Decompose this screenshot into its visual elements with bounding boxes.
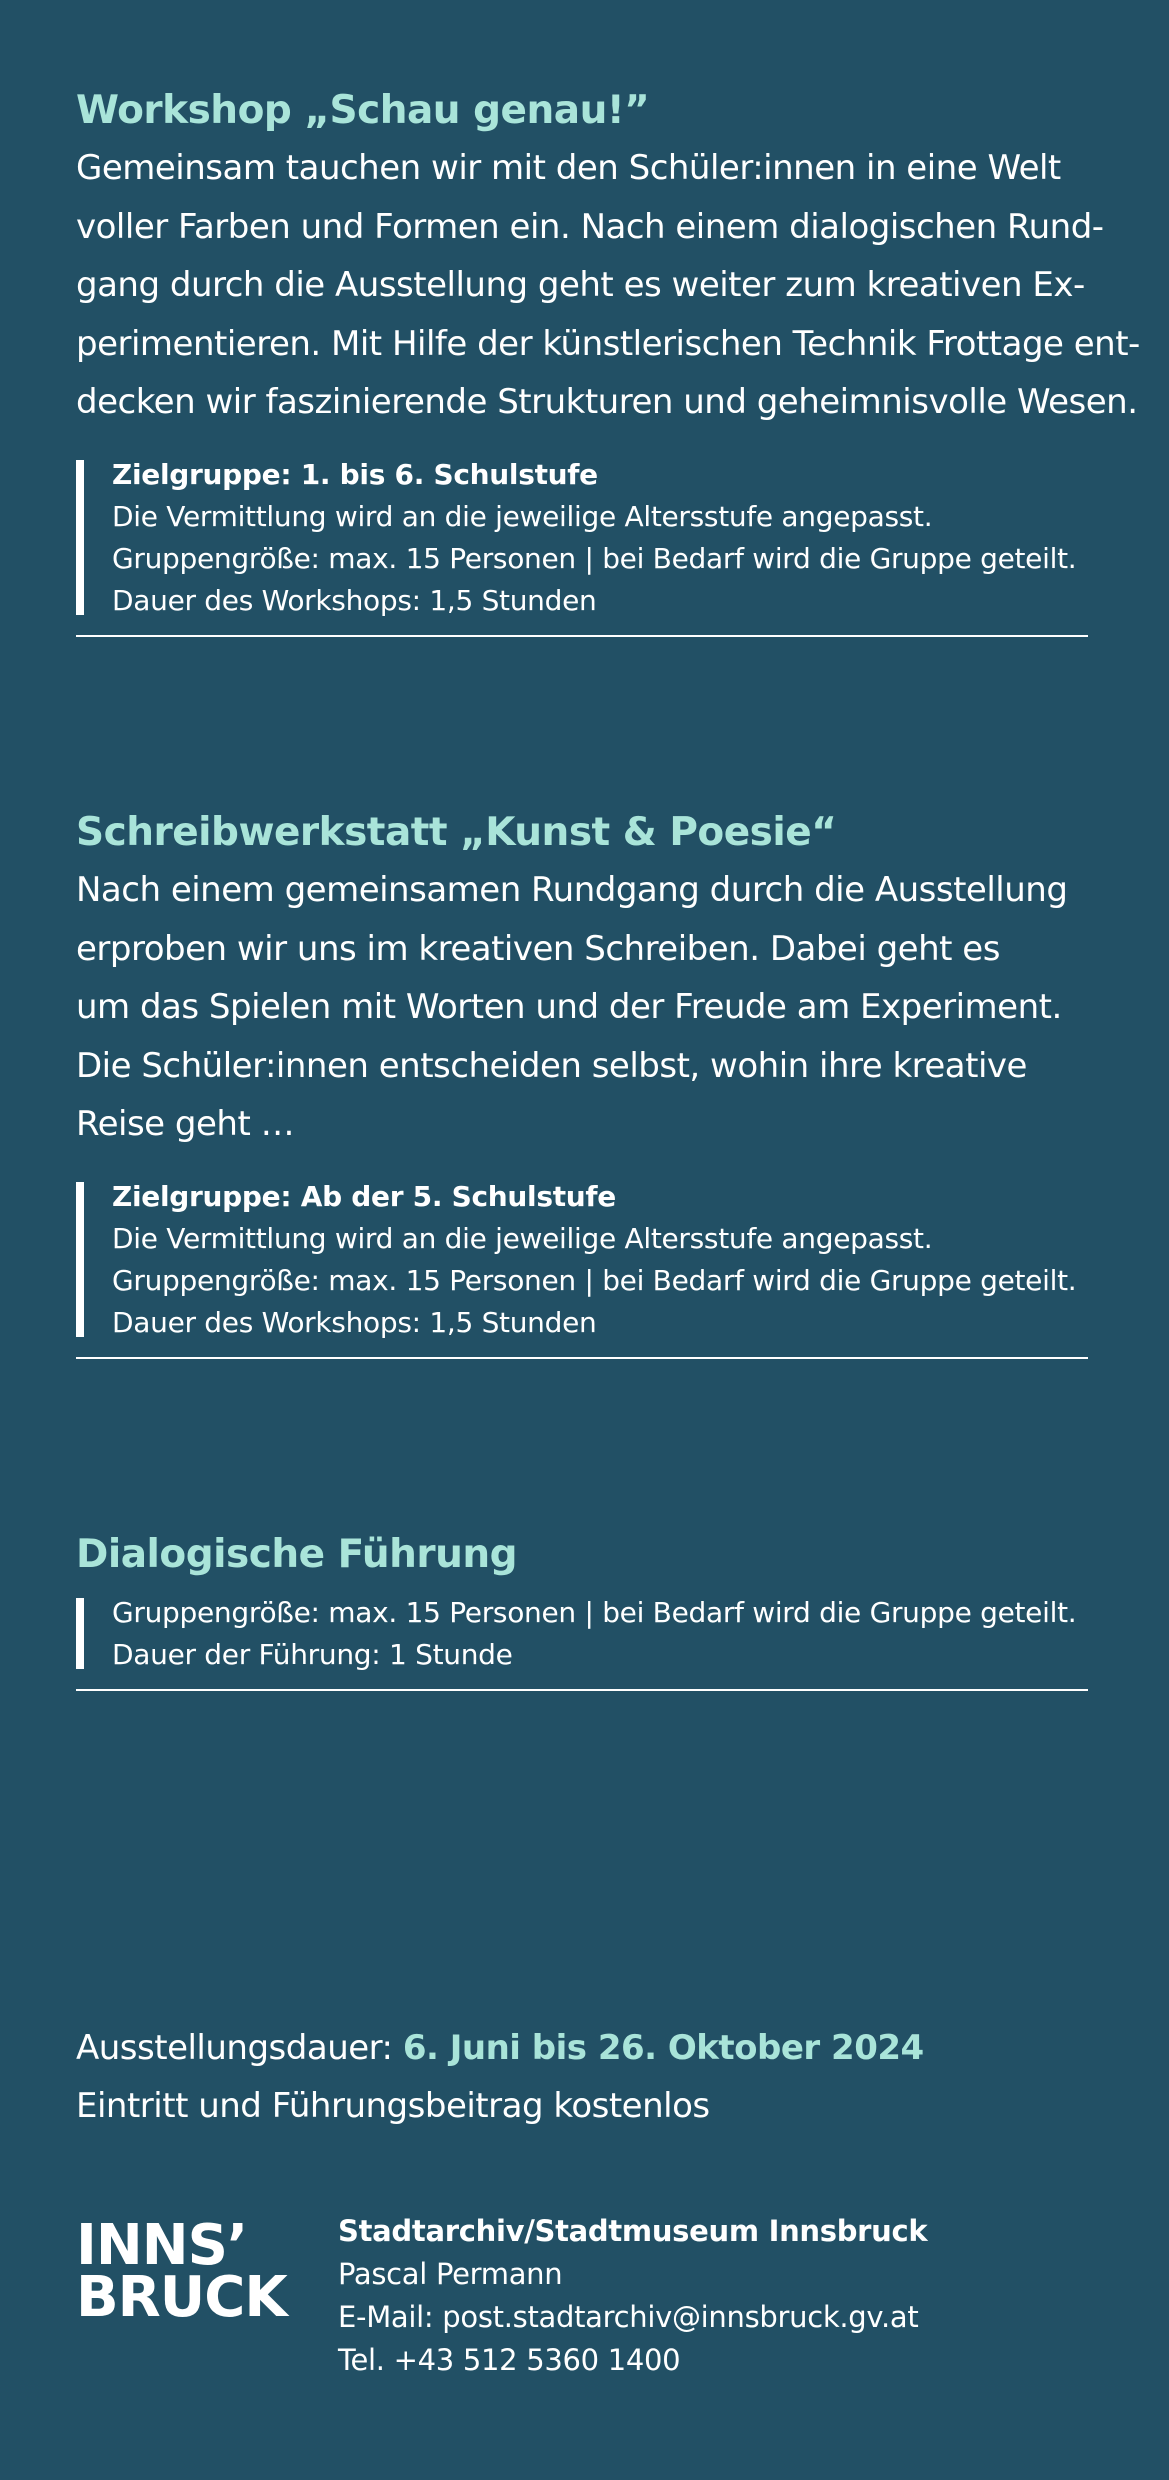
tour-title: Dialogische Führung <box>76 1532 518 1577</box>
logo-line-2: BRUCK <box>76 2265 287 2330</box>
exhibition-info <box>76 2019 1088 2135</box>
duration-label: Ausstellungsdauer: <box>76 2028 403 2068</box>
workshop2-detail-line: Die Vermittlung wird an die jeweilige Altersstufe angepasst. <box>112 1221 933 1255</box>
workshop1-details <box>76 454 1088 623</box>
workshop1-detail-line: Die Vermittlung wird an die jeweilige Altersstufe angepasst. <box>112 499 933 533</box>
workshop-kunst-poesie <box>76 806 1088 1359</box>
contact-email[interactable]: E-Mail: post.stadtarchiv@innsbruck.gv.at <box>338 2300 919 2334</box>
logo-line-1: INNS’ <box>76 2213 248 2278</box>
workshop2-body-line: um das Spielen mit Worten und der Freude am Experiment. <box>76 987 1062 1027</box>
contact-organization: Stadtarchiv/Stadtmuseum Innsbruck <box>338 2214 928 2248</box>
details-bar <box>76 1182 84 1337</box>
workshop2-body-line: Reise geht … <box>76 1104 295 1144</box>
tour-detail-line: Gruppengröße: max. 15 Personen | bei Bedarf wird die Gruppe geteilt. <box>112 1596 1077 1629</box>
tour-details <box>76 1592 1088 1677</box>
section-divider <box>76 1357 1088 1359</box>
duration-dates: 6. Juni bis 26. Oktober 2024 <box>402 2028 924 2068</box>
workshop1-target-group: Zielgruppe: 1. bis 6. Schulstufe <box>112 457 598 491</box>
dialogische-fuehrung <box>76 1528 1088 1691</box>
exhibition-duration <box>76 2019 1088 2077</box>
contact-block <box>338 2210 927 2382</box>
workshop1-detail-line: Gruppengröße: max. 15 Personen | bei Bedarf wird die Gruppe geteilt. <box>112 542 1077 576</box>
tour-detail-line: Dauer der Führung: 1 Stunde <box>112 1638 513 1672</box>
innsbruck-logo <box>76 2213 287 2330</box>
workshop1-detail-line: Dauer des Workshops: 1,5 Stunden <box>112 584 597 618</box>
workshop2-details <box>76 1176 1088 1345</box>
workshop2-detail-line: Gruppengröße: max. 15 Personen | bei Bedarf wird die Gruppe geteilt. <box>112 1264 1077 1298</box>
workshop1-body-line: decken wir faszinierende Strukturen und geheimnisvolle Wesen. <box>76 382 1138 422</box>
workshop2-body-line: Die Schüler:innen entscheiden selbst, wohin ihre kreative <box>76 1045 1027 1086</box>
admission-info: Eintritt und Führungsbeitrag kostenlos <box>76 2086 710 2126</box>
workshop2-target-group: Zielgruppe: Ab der 5. Schulstufe <box>112 1179 616 1213</box>
workshop1-body-line: Gemeinsam tauchen wir mit den Schüler:innen in eine Welt <box>76 148 1061 188</box>
workshop2-body-line: Nach einem gemeinsamen Rundgang durch die Ausstellung <box>76 870 1068 910</box>
workshop2-title: Schreibwerkstatt „Kunst & Poesie“ <box>76 810 837 855</box>
details-bar <box>76 460 84 615</box>
workshop1-title: Workshop „Schau genau!” <box>76 88 650 133</box>
workshop2-body-line: erproben wir uns im kreativen Schreiben. Dabei geht es <box>76 928 1000 969</box>
contact-phone[interactable]: Tel. +43 512 5360 1400 <box>338 2343 681 2377</box>
details-bar <box>76 1598 84 1669</box>
workshop1-description <box>76 139 1140 432</box>
contact-name: Pascal Permann <box>338 2257 563 2291</box>
section-divider <box>76 1689 1088 1691</box>
workshop1-body-line: gang durch die Ausstellung geht es weiter zum kreativen Ex- <box>76 265 1085 305</box>
workshop1-body-line: voller Farben und Formen ein. Nach einem dialogischen Rund- <box>76 206 1104 247</box>
workshop-schau-genau <box>76 84 1140 637</box>
section-divider <box>76 635 1088 637</box>
workshop2-description <box>76 861 1088 1154</box>
workshop2-detail-line: Dauer des Workshops: 1,5 Stunden <box>112 1306 597 1340</box>
workshop1-body-line: perimentieren. Mit Hilfe der künstlerischen Technik Frottage ent- <box>76 323 1140 364</box>
